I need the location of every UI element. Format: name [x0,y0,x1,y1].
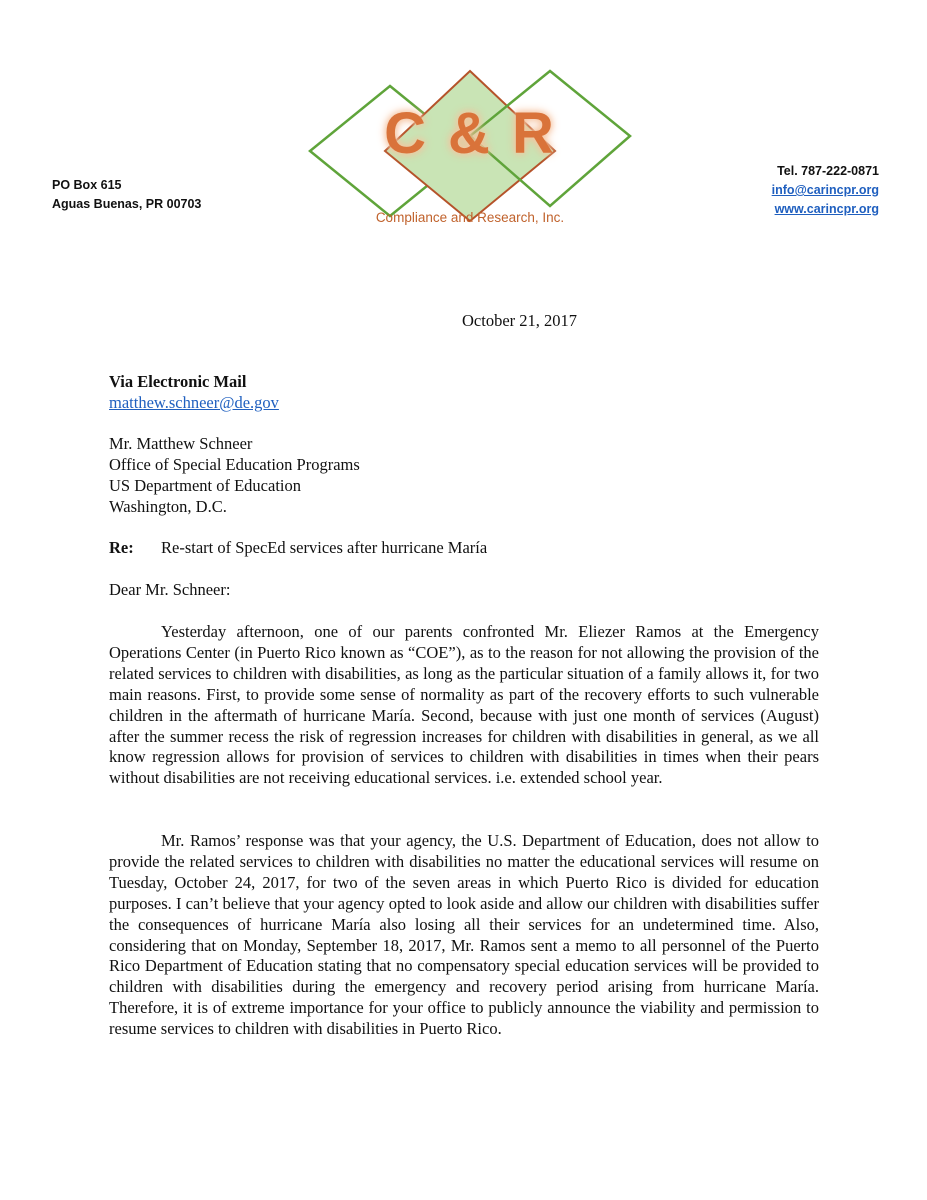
recipient-office: Office of Special Education Programs [109,455,360,474]
subject-line [109,538,487,558]
subject-label: Re: [109,538,134,557]
recipient-email-link[interactable]: matthew.schneer@de.gov [109,393,279,412]
recipient-department: US Department of Education [109,476,301,495]
letter-date: October 21, 2017 [462,311,578,330]
phone-number: Tel. 787-222-0871 [777,164,879,178]
logo-letter-c: C [384,101,429,166]
address-line-1: PO Box 615 [52,178,122,192]
logo-ampersand: & [448,101,492,166]
delivery-method [109,371,279,413]
logo-company-name: Compliance and Research, Inc. [375,210,565,225]
salutation: Dear Mr. Schneer: [109,580,231,599]
company-logo [305,66,635,246]
sender-address [52,176,201,214]
contact-email-link[interactable]: info@carincpr.org [771,183,879,197]
website-link[interactable]: www.carincpr.org [774,202,879,216]
recipient-name: Mr. Matthew Schneer [109,434,253,453]
sender-contact [772,162,879,219]
delivery-method-title: Via Electronic Mail [109,372,247,391]
logo-letter-r: R [511,101,556,166]
subject-text: Re-start of SpecEd services after hurricane María [161,538,488,557]
recipient-address-block [109,433,360,517]
address-line-2: Aguas Buenas, PR 00703 [52,197,202,211]
logo-letters [305,100,635,167]
body-paragraph-1: Yesterday afternoon, one of our parents confronted Mr. Eliezer Ramos at the Emergency Operations Center (in Puerto Rico known as “COE”), as to the reason for not allowing the provision of the related services to children with disabilities, as long as the particular situation of a family allows it, for two main reasons. First, to provide some sense of normality as part of the recovery efforts to such vulnerable children in the aftermath of hurricane María. Second, because with just one month of services (August) after the summer recess the risk of regression increases for children with disabilities in general, as we all know regression allows for provision of services to children with disabilities in times when their pears without disabilities are not receiving educational services. i.e. extended school year. [109,622,819,788]
body-paragraph-2: Mr. Ramos’ response was that your agency, the U.S. Department of Education, does not allow to provide the related services to children with disabilities no matter the educational services will resume on Tuesday, October 24, 2017, for two of the seven areas in which Puerto Rico is divided for education purposes. I can’t believe that your agency opted to look aside and allow our children with disabilities suffer the consequences of hurricane María also losing all their services for an undetermined time. Also, considering that on Monday, September 18, 2017, Mr. Ramos sent a memo to all personnel of the Puerto Rico Department of Education stating that no compensatory special education services will be provided to children with disabilities during the emergency and recovery period arising from hurricane María. Therefore, it is of extreme importance for your office to publicly announce the viability and permission to resume services to children with disabilities in Puerto Rico. [109,831,819,1039]
recipient-city: Washington, D.C. [109,497,227,516]
